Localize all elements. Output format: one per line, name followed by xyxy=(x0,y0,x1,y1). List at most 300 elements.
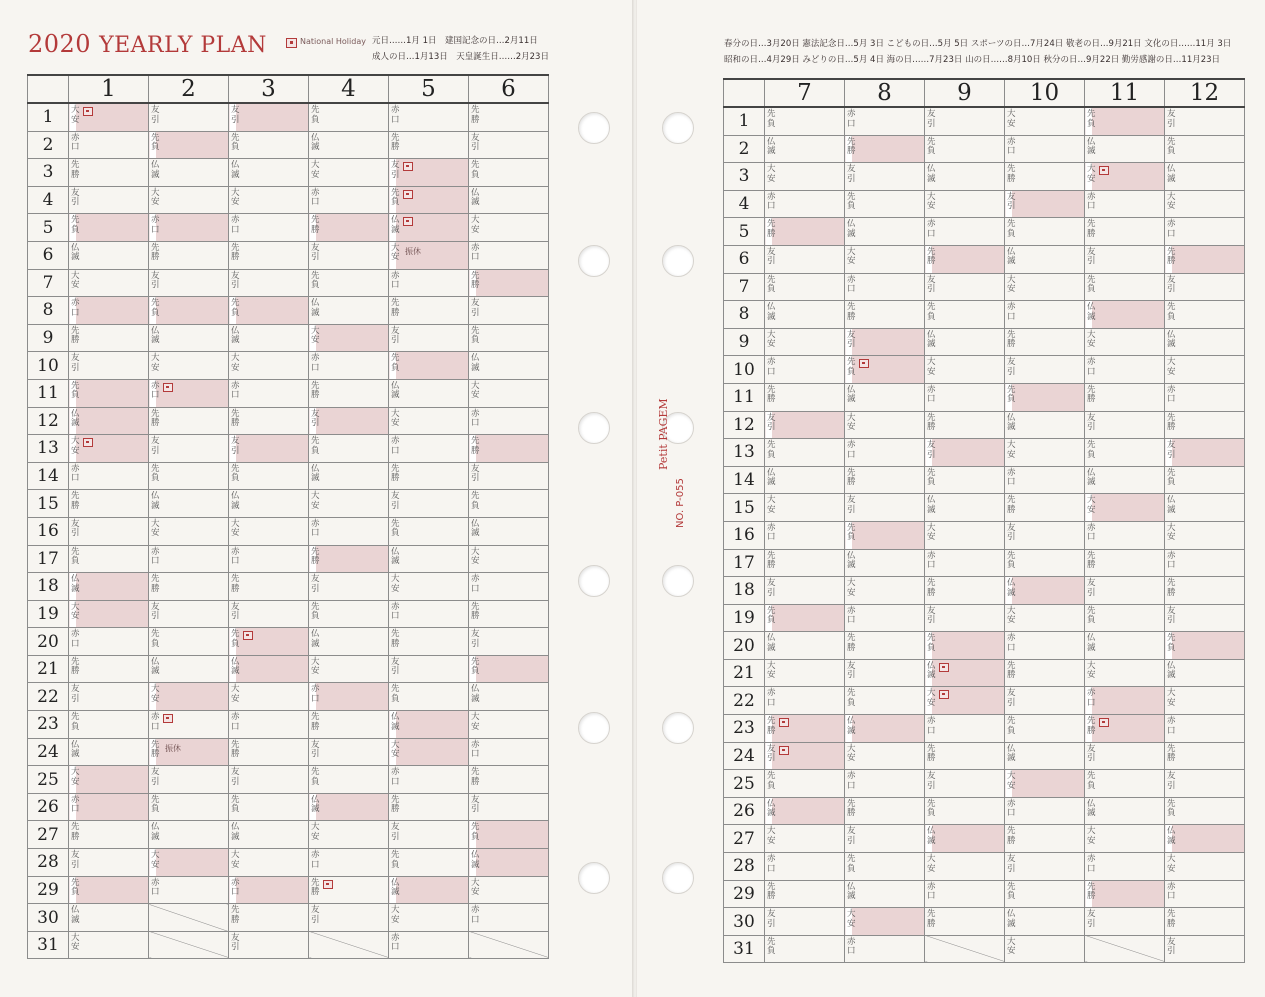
day-cell[interactable] xyxy=(149,435,229,463)
day-cell[interactable] xyxy=(229,573,309,601)
day-cell[interactable] xyxy=(845,632,925,660)
day-cell[interactable] xyxy=(765,604,845,632)
day-cell[interactable] xyxy=(149,490,229,518)
day-cell[interactable] xyxy=(925,301,1005,329)
day-cell[interactable] xyxy=(229,904,309,932)
day-cell[interactable] xyxy=(845,880,925,908)
day-cell[interactable] xyxy=(1085,163,1165,191)
day-cell[interactable] xyxy=(1085,687,1165,715)
day-cell[interactable] xyxy=(1085,715,1165,743)
day-cell[interactable] xyxy=(149,379,229,407)
day-cell[interactable] xyxy=(69,435,149,463)
day-cell[interactable] xyxy=(309,214,389,242)
day-cell[interactable] xyxy=(389,545,469,573)
day-cell[interactable] xyxy=(1005,328,1085,356)
day-cell[interactable] xyxy=(1085,466,1165,494)
day-cell[interactable] xyxy=(1165,880,1245,908)
day-cell[interactable] xyxy=(69,241,149,269)
day-cell[interactable] xyxy=(1085,135,1165,163)
day-cell[interactable] xyxy=(389,931,469,959)
day-cell[interactable] xyxy=(845,245,925,273)
day-cell[interactable] xyxy=(69,462,149,490)
day-cell[interactable] xyxy=(845,687,925,715)
day-cell[interactable] xyxy=(309,462,389,490)
day-cell[interactable] xyxy=(229,297,309,325)
day-cell[interactable] xyxy=(1165,687,1245,715)
day-cell[interactable] xyxy=(1165,632,1245,660)
day-cell[interactable] xyxy=(1005,797,1085,825)
day-cell[interactable] xyxy=(1165,935,1245,963)
day-cell[interactable] xyxy=(69,297,149,325)
day-cell[interactable] xyxy=(765,825,845,853)
day-cell[interactable] xyxy=(469,269,549,297)
day-cell[interactable] xyxy=(469,379,549,407)
day-cell[interactable] xyxy=(845,356,925,384)
day-cell[interactable] xyxy=(309,379,389,407)
day-cell[interactable] xyxy=(845,797,925,825)
day-cell[interactable] xyxy=(149,352,229,380)
day-cell[interactable] xyxy=(845,218,925,246)
day-cell[interactable] xyxy=(389,793,469,821)
day-cell[interactable] xyxy=(925,383,1005,411)
day-cell[interactable] xyxy=(389,186,469,214)
day-cell[interactable] xyxy=(1005,466,1085,494)
day-cell[interactable] xyxy=(149,793,229,821)
day-cell[interactable] xyxy=(229,793,309,821)
day-cell[interactable] xyxy=(845,521,925,549)
day-cell[interactable] xyxy=(925,163,1005,191)
day-cell[interactable] xyxy=(765,439,845,467)
day-cell[interactable] xyxy=(765,880,845,908)
day-cell[interactable] xyxy=(1085,770,1165,798)
day-cell[interactable] xyxy=(925,659,1005,687)
day-cell[interactable] xyxy=(765,797,845,825)
day-cell[interactable] xyxy=(229,324,309,352)
day-cell[interactable] xyxy=(469,103,549,131)
day-cell[interactable] xyxy=(389,297,469,325)
day-cell[interactable] xyxy=(389,683,469,711)
day-cell[interactable] xyxy=(765,715,845,743)
day-cell[interactable] xyxy=(1085,356,1165,384)
day-cell[interactable] xyxy=(149,324,229,352)
day-cell[interactable] xyxy=(469,573,549,601)
day-cell[interactable] xyxy=(1005,494,1085,522)
day-cell[interactable] xyxy=(1165,908,1245,936)
day-cell[interactable] xyxy=(149,103,229,131)
day-cell[interactable] xyxy=(845,163,925,191)
day-cell[interactable] xyxy=(309,655,389,683)
day-cell[interactable] xyxy=(845,439,925,467)
day-cell[interactable] xyxy=(69,683,149,711)
day-cell[interactable] xyxy=(389,269,469,297)
day-cell[interactable] xyxy=(389,711,469,739)
day-cell[interactable] xyxy=(845,549,925,577)
day-cell[interactable] xyxy=(309,793,389,821)
day-cell[interactable] xyxy=(69,849,149,877)
day-cell[interactable] xyxy=(389,159,469,187)
day-cell[interactable] xyxy=(309,821,389,849)
day-cell[interactable] xyxy=(149,849,229,877)
day-cell[interactable] xyxy=(1165,190,1245,218)
day-cell[interactable] xyxy=(229,490,309,518)
day-cell[interactable] xyxy=(309,766,389,794)
day-cell[interactable] xyxy=(229,711,309,739)
day-cell[interactable] xyxy=(389,241,469,269)
day-cell[interactable] xyxy=(925,190,1005,218)
day-cell[interactable] xyxy=(845,577,925,605)
day-cell[interactable] xyxy=(1165,245,1245,273)
day-cell[interactable] xyxy=(149,297,229,325)
day-cell[interactable] xyxy=(469,297,549,325)
day-cell[interactable] xyxy=(69,379,149,407)
day-cell[interactable] xyxy=(389,462,469,490)
day-cell[interactable] xyxy=(925,825,1005,853)
day-cell[interactable] xyxy=(845,190,925,218)
day-cell[interactable] xyxy=(1005,218,1085,246)
day-cell[interactable] xyxy=(925,135,1005,163)
day-cell[interactable] xyxy=(69,600,149,628)
day-cell[interactable] xyxy=(309,517,389,545)
day-cell[interactable] xyxy=(229,186,309,214)
day-cell[interactable] xyxy=(1085,797,1165,825)
day-cell[interactable] xyxy=(925,880,1005,908)
day-cell[interactable] xyxy=(925,494,1005,522)
day-cell[interactable] xyxy=(1005,687,1085,715)
day-cell[interactable] xyxy=(469,655,549,683)
day-cell[interactable] xyxy=(845,411,925,439)
day-cell[interactable] xyxy=(469,490,549,518)
day-cell[interactable] xyxy=(469,600,549,628)
day-cell[interactable] xyxy=(1165,549,1245,577)
day-cell[interactable] xyxy=(229,655,309,683)
day-cell[interactable] xyxy=(69,628,149,656)
day-cell[interactable] xyxy=(229,849,309,877)
day-cell[interactable] xyxy=(469,241,549,269)
day-cell[interactable] xyxy=(1085,908,1165,936)
day-cell[interactable] xyxy=(69,517,149,545)
day-cell[interactable] xyxy=(1165,328,1245,356)
day-cell[interactable] xyxy=(925,549,1005,577)
day-cell[interactable] xyxy=(1165,301,1245,329)
day-cell[interactable] xyxy=(309,904,389,932)
day-cell[interactable] xyxy=(149,711,229,739)
day-cell[interactable] xyxy=(149,269,229,297)
day-cell[interactable] xyxy=(1165,135,1245,163)
day-cell[interactable] xyxy=(69,793,149,821)
day-cell[interactable] xyxy=(69,931,149,959)
day-cell[interactable] xyxy=(309,159,389,187)
day-cell[interactable] xyxy=(1085,439,1165,467)
day-cell[interactable] xyxy=(309,241,389,269)
day-cell[interactable] xyxy=(765,908,845,936)
day-cell[interactable] xyxy=(149,655,229,683)
day-cell[interactable] xyxy=(925,273,1005,301)
day-cell[interactable] xyxy=(1005,301,1085,329)
day-cell[interactable] xyxy=(1005,577,1085,605)
day-cell[interactable] xyxy=(845,466,925,494)
day-cell[interactable] xyxy=(925,853,1005,881)
day-cell[interactable] xyxy=(925,715,1005,743)
day-cell[interactable] xyxy=(469,462,549,490)
day-cell[interactable] xyxy=(765,632,845,660)
day-cell[interactable] xyxy=(469,766,549,794)
day-cell[interactable] xyxy=(69,407,149,435)
day-cell[interactable] xyxy=(765,411,845,439)
day-cell[interactable] xyxy=(389,904,469,932)
day-cell[interactable] xyxy=(765,328,845,356)
day-cell[interactable] xyxy=(1085,494,1165,522)
day-cell[interactable] xyxy=(925,632,1005,660)
day-cell[interactable] xyxy=(1165,411,1245,439)
day-cell[interactable] xyxy=(69,324,149,352)
day-cell[interactable] xyxy=(389,628,469,656)
day-cell[interactable] xyxy=(309,490,389,518)
day-cell[interactable] xyxy=(469,324,549,352)
day-cell[interactable] xyxy=(229,241,309,269)
day-cell[interactable] xyxy=(149,766,229,794)
day-cell[interactable] xyxy=(149,462,229,490)
day-cell[interactable] xyxy=(1005,659,1085,687)
day-cell[interactable] xyxy=(1165,273,1245,301)
day-cell[interactable] xyxy=(469,131,549,159)
day-cell[interactable] xyxy=(1165,659,1245,687)
day-cell[interactable] xyxy=(1005,935,1085,963)
day-cell[interactable] xyxy=(389,379,469,407)
day-cell[interactable] xyxy=(149,628,229,656)
day-cell[interactable] xyxy=(765,190,845,218)
day-cell[interactable] xyxy=(1085,273,1165,301)
day-cell[interactable] xyxy=(845,715,925,743)
day-cell[interactable] xyxy=(1005,521,1085,549)
day-cell[interactable] xyxy=(149,573,229,601)
day-cell[interactable] xyxy=(229,517,309,545)
day-cell[interactable] xyxy=(765,301,845,329)
day-cell[interactable] xyxy=(1085,328,1165,356)
day-cell[interactable] xyxy=(229,435,309,463)
day-cell[interactable] xyxy=(1005,853,1085,881)
day-cell[interactable] xyxy=(1085,190,1165,218)
day-cell[interactable] xyxy=(469,628,549,656)
day-cell[interactable] xyxy=(469,159,549,187)
day-cell[interactable] xyxy=(765,245,845,273)
day-cell[interactable] xyxy=(925,107,1005,135)
day-cell[interactable] xyxy=(1085,632,1165,660)
day-cell[interactable] xyxy=(69,352,149,380)
day-cell[interactable] xyxy=(389,738,469,766)
day-cell[interactable] xyxy=(229,131,309,159)
day-cell[interactable] xyxy=(1165,494,1245,522)
day-cell[interactable] xyxy=(845,135,925,163)
day-cell[interactable] xyxy=(469,683,549,711)
day-cell[interactable] xyxy=(845,383,925,411)
day-cell[interactable] xyxy=(469,821,549,849)
day-cell[interactable] xyxy=(69,269,149,297)
day-cell[interactable] xyxy=(1085,549,1165,577)
day-cell[interactable] xyxy=(1085,577,1165,605)
day-cell[interactable] xyxy=(309,600,389,628)
day-cell[interactable] xyxy=(765,218,845,246)
day-cell[interactable] xyxy=(1085,604,1165,632)
day-cell[interactable] xyxy=(229,766,309,794)
day-cell[interactable] xyxy=(149,738,229,766)
day-cell[interactable] xyxy=(1005,356,1085,384)
day-cell[interactable] xyxy=(149,131,229,159)
day-cell[interactable] xyxy=(925,797,1005,825)
day-cell[interactable] xyxy=(765,135,845,163)
day-cell[interactable] xyxy=(925,604,1005,632)
day-cell[interactable] xyxy=(469,517,549,545)
day-cell[interactable] xyxy=(1165,742,1245,770)
day-cell[interactable] xyxy=(469,711,549,739)
day-cell[interactable] xyxy=(149,821,229,849)
day-cell[interactable] xyxy=(845,853,925,881)
day-cell[interactable] xyxy=(1085,825,1165,853)
day-cell[interactable] xyxy=(765,273,845,301)
day-cell[interactable] xyxy=(229,628,309,656)
day-cell[interactable] xyxy=(69,131,149,159)
day-cell[interactable] xyxy=(69,573,149,601)
day-cell[interactable] xyxy=(229,103,309,131)
day-cell[interactable] xyxy=(1085,107,1165,135)
day-cell[interactable] xyxy=(845,935,925,963)
day-cell[interactable] xyxy=(765,107,845,135)
day-cell[interactable] xyxy=(1165,770,1245,798)
day-cell[interactable] xyxy=(309,711,389,739)
day-cell[interactable] xyxy=(765,770,845,798)
day-cell[interactable] xyxy=(389,766,469,794)
day-cell[interactable] xyxy=(1005,908,1085,936)
day-cell[interactable] xyxy=(229,407,309,435)
day-cell[interactable] xyxy=(309,435,389,463)
day-cell[interactable] xyxy=(309,573,389,601)
day-cell[interactable] xyxy=(309,849,389,877)
day-cell[interactable] xyxy=(1005,549,1085,577)
day-cell[interactable] xyxy=(1165,163,1245,191)
day-cell[interactable] xyxy=(845,825,925,853)
day-cell[interactable] xyxy=(389,435,469,463)
day-cell[interactable] xyxy=(1165,383,1245,411)
day-cell[interactable] xyxy=(1165,107,1245,135)
day-cell[interactable] xyxy=(69,738,149,766)
day-cell[interactable] xyxy=(845,659,925,687)
day-cell[interactable] xyxy=(69,545,149,573)
day-cell[interactable] xyxy=(69,904,149,932)
day-cell[interactable] xyxy=(765,935,845,963)
day-cell[interactable] xyxy=(1005,604,1085,632)
day-cell[interactable] xyxy=(1005,880,1085,908)
day-cell[interactable] xyxy=(765,383,845,411)
day-cell[interactable] xyxy=(229,379,309,407)
day-cell[interactable] xyxy=(69,766,149,794)
day-cell[interactable] xyxy=(845,604,925,632)
day-cell[interactable] xyxy=(389,407,469,435)
day-cell[interactable] xyxy=(845,273,925,301)
day-cell[interactable] xyxy=(469,186,549,214)
day-cell[interactable] xyxy=(845,908,925,936)
day-cell[interactable] xyxy=(69,490,149,518)
day-cell[interactable] xyxy=(1165,466,1245,494)
day-cell[interactable] xyxy=(389,821,469,849)
day-cell[interactable] xyxy=(1005,273,1085,301)
day-cell[interactable] xyxy=(1165,715,1245,743)
day-cell[interactable] xyxy=(309,324,389,352)
day-cell[interactable] xyxy=(1085,521,1165,549)
day-cell[interactable] xyxy=(309,297,389,325)
day-cell[interactable] xyxy=(1005,107,1085,135)
day-cell[interactable] xyxy=(925,411,1005,439)
day-cell[interactable] xyxy=(1005,245,1085,273)
day-cell[interactable] xyxy=(765,549,845,577)
day-cell[interactable] xyxy=(309,186,389,214)
day-cell[interactable] xyxy=(765,577,845,605)
day-cell[interactable] xyxy=(309,738,389,766)
day-cell[interactable] xyxy=(229,214,309,242)
day-cell[interactable] xyxy=(765,494,845,522)
day-cell[interactable] xyxy=(389,352,469,380)
day-cell[interactable] xyxy=(845,301,925,329)
day-cell[interactable] xyxy=(389,517,469,545)
day-cell[interactable] xyxy=(1165,521,1245,549)
day-cell[interactable] xyxy=(69,103,149,131)
day-cell[interactable] xyxy=(149,186,229,214)
day-cell[interactable] xyxy=(309,269,389,297)
day-cell[interactable] xyxy=(469,435,549,463)
day-cell[interactable] xyxy=(925,245,1005,273)
day-cell[interactable] xyxy=(925,218,1005,246)
day-cell[interactable] xyxy=(229,931,309,959)
day-cell[interactable] xyxy=(1165,604,1245,632)
day-cell[interactable] xyxy=(149,517,229,545)
day-cell[interactable] xyxy=(845,494,925,522)
day-cell[interactable] xyxy=(765,687,845,715)
day-cell[interactable] xyxy=(229,352,309,380)
day-cell[interactable] xyxy=(389,214,469,242)
day-cell[interactable] xyxy=(1005,715,1085,743)
day-cell[interactable] xyxy=(149,407,229,435)
day-cell[interactable] xyxy=(389,131,469,159)
day-cell[interactable] xyxy=(229,821,309,849)
day-cell[interactable] xyxy=(925,328,1005,356)
day-cell[interactable] xyxy=(765,853,845,881)
day-cell[interactable] xyxy=(1005,770,1085,798)
day-cell[interactable] xyxy=(389,490,469,518)
day-cell[interactable] xyxy=(389,655,469,683)
day-cell[interactable] xyxy=(469,352,549,380)
day-cell[interactable] xyxy=(469,876,549,904)
day-cell[interactable] xyxy=(1085,853,1165,881)
day-cell[interactable] xyxy=(69,186,149,214)
day-cell[interactable] xyxy=(845,328,925,356)
day-cell[interactable] xyxy=(229,600,309,628)
day-cell[interactable] xyxy=(1165,853,1245,881)
day-cell[interactable] xyxy=(229,876,309,904)
day-cell[interactable] xyxy=(69,655,149,683)
day-cell[interactable] xyxy=(1005,825,1085,853)
day-cell[interactable] xyxy=(1165,825,1245,853)
day-cell[interactable] xyxy=(1085,659,1165,687)
day-cell[interactable] xyxy=(229,269,309,297)
day-cell[interactable] xyxy=(1005,163,1085,191)
day-cell[interactable] xyxy=(389,573,469,601)
day-cell[interactable] xyxy=(1165,797,1245,825)
day-cell[interactable] xyxy=(229,738,309,766)
day-cell[interactable] xyxy=(765,659,845,687)
day-cell[interactable] xyxy=(309,628,389,656)
day-cell[interactable] xyxy=(149,876,229,904)
day-cell[interactable] xyxy=(925,742,1005,770)
day-cell[interactable] xyxy=(309,131,389,159)
day-cell[interactable] xyxy=(309,876,389,904)
